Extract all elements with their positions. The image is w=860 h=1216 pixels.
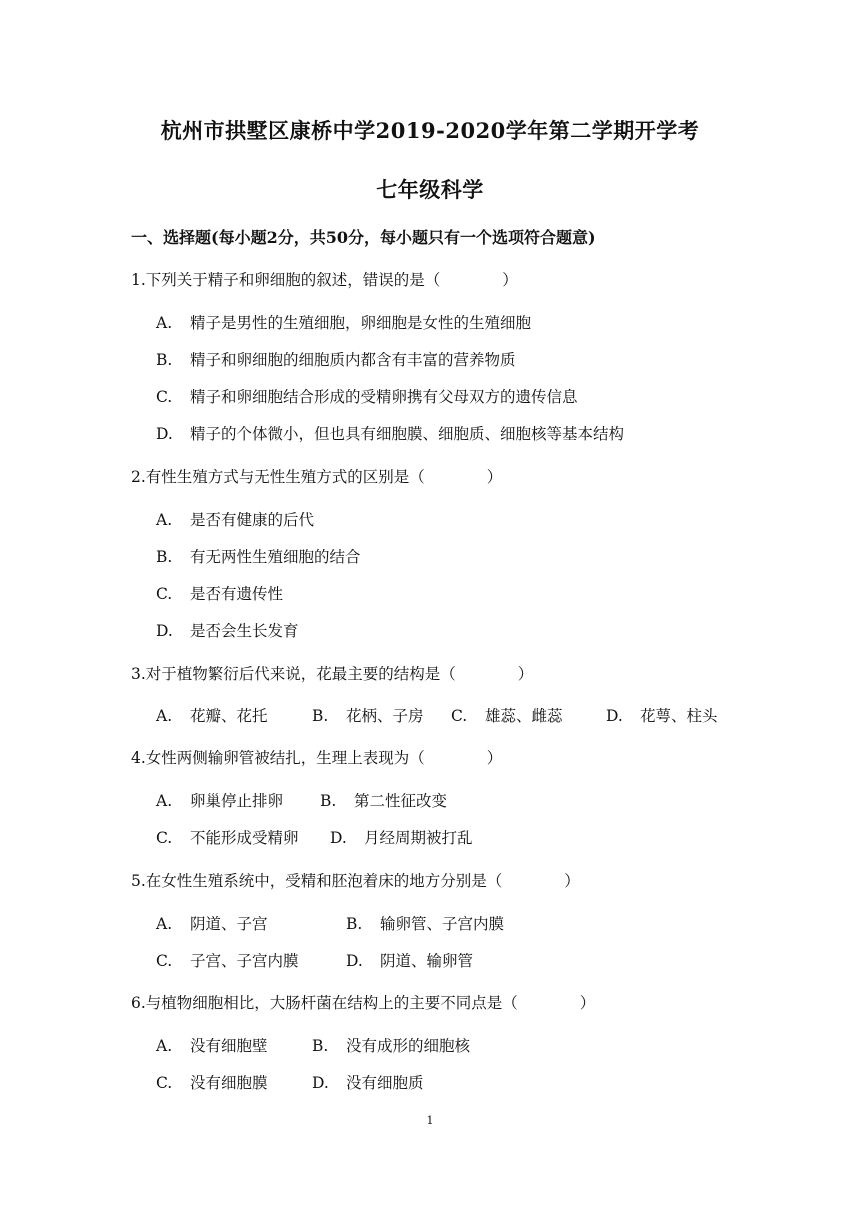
option-letter: A. [156,1037,173,1055]
option-text: 阴道、输卵管 [380,952,474,970]
page-number: 1 [426,1114,434,1127]
option-letter: B. [156,351,173,369]
question-6-option-a [156,1034,268,1056]
option-text: 精子的个体微小，但也具有细胞膜、细胞质、细胞核等基本结构 [190,425,625,443]
option-text: 精子是男性的生殖细胞，卵细胞是女性的生殖细胞 [190,314,532,332]
option-letter: B. [312,1037,329,1055]
question-4-option-a [156,789,283,811]
question-4-option-c [156,826,299,848]
option-text: 没有成形的细胞核 [346,1037,471,1055]
question-3-option-c [451,704,563,726]
question-2-option-d [156,619,299,641]
question-1-option-c [156,385,578,407]
option-letter: D. [346,952,363,970]
question-2-stem: 2.有性生殖方式与无性生殖方式的区别是（ ） [131,468,503,486]
question-2-option-b [156,545,361,567]
question-1-option-a [156,311,531,333]
option-letter: A. [156,314,173,332]
question-6-option-c [156,1071,268,1093]
question-5-stem: 5.在女性生殖系统中，受精和胚泡着床的地方分别是（ ） [131,872,580,890]
question-1-option-b [156,348,516,370]
section-heading: 一、选择题(每小题2分，共50分，每小题只有一个选项符合题意) [131,228,596,247]
option-text: 是否会生长发育 [190,622,299,640]
option-letter: D. [156,425,173,443]
question-5-option-d [346,949,473,971]
question-2-option-a [156,508,314,530]
option-letter: B. [346,915,363,933]
option-text: 有无两性生殖细胞的结合 [190,548,361,566]
option-letter: B. [156,548,173,566]
option-text: 输卵管、子宫内膜 [380,915,505,933]
question-5-option-c [156,949,299,971]
question-3-option-a [156,704,268,726]
option-letter: C. [156,952,173,970]
option-letter: C. [451,707,468,725]
option-text: 是否有遗传性 [190,585,284,603]
option-text: 阴道、子宫 [190,915,268,933]
exam-subtitle: 七年级科学 [376,177,484,202]
option-letter: C. [156,585,173,603]
option-letter: B. [312,707,329,725]
question-5-option-b [346,912,504,934]
option-text: 是否有健康的后代 [190,511,315,529]
question-6-stem: 6.与植物细胞相比，大肠杆菌在结构上的主要不同点是（ ） [131,994,596,1012]
option-letter: D. [330,829,347,847]
option-text: 没有细胞膜 [190,1074,268,1092]
question-3-option-b [312,704,424,726]
option-letter: C. [156,388,173,406]
option-text: 月经周期被打乱 [364,829,473,847]
option-letter: A. [156,792,173,810]
option-text: 卵巢停止排卵 [190,792,284,810]
question-6-option-b [312,1034,470,1056]
question-5-option-a [156,912,268,934]
option-letter: A. [156,707,173,725]
question-3-stem: 3.对于植物繁衍后代来说，花最主要的结构是（ ） [131,665,534,683]
option-text: 花萼、柱头 [640,707,718,725]
option-letter: D. [156,622,173,640]
question-4-option-b [320,789,447,811]
option-text: 没有细胞壁 [190,1037,268,1055]
question-1-option-d [156,422,624,444]
exam-title: 杭州市拱墅区康桥中学2019-2020学年第二学期开学考 [160,118,700,143]
option-letter: C. [156,1074,173,1092]
option-letter: C. [156,829,173,847]
question-6-option-d [312,1071,424,1093]
option-letter: D. [312,1074,329,1092]
option-text: 精子和卵细胞的细胞质内都含有丰富的营养物质 [190,351,516,369]
option-text: 雄蕊、雌蕊 [485,707,563,725]
option-text: 精子和卵细胞结合形成的受精卵携有父母双方的遗传信息 [190,388,578,406]
option-text: 没有细胞质 [346,1074,424,1092]
option-text: 花柄、子房 [346,707,424,725]
option-text: 不能形成受精卵 [190,829,299,847]
option-letter: A. [156,511,173,529]
option-letter: A. [156,915,173,933]
option-letter: B. [320,792,337,810]
question-2-option-c [156,582,283,604]
option-text: 第二性征改变 [354,792,448,810]
option-letter: D. [606,707,623,725]
question-4-stem: 4.女性两侧输卵管被结扎，生理上表现为（ ） [131,749,503,767]
option-text: 花瓣、花托 [190,707,268,725]
question-3-option-d [606,704,718,726]
option-text: 子宫、子宫内膜 [190,952,299,970]
question-1-stem: 1.下列关于精子和卵细胞的叙述，错误的是（ ） [131,271,518,289]
question-4-option-d [330,826,473,848]
